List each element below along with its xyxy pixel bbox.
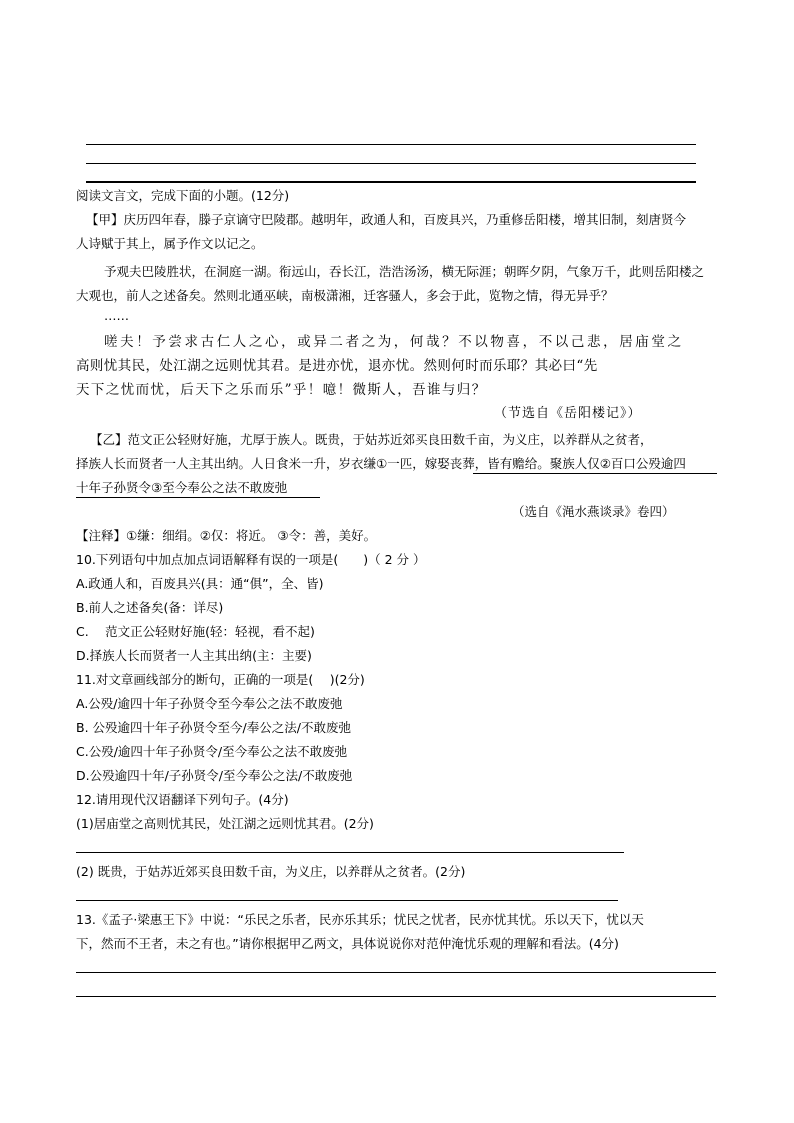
jia-p3-line1: 嗟夫！予尝求古仁人之心，或异二者之为，何哉？不以物喜，不以己悲，居庙堂之 — [104, 334, 684, 350]
q13-answer-line-2 — [76, 996, 716, 997]
q11-option-a: A.公殁/逾四十年子孙贤令至今奉公之法不敢废弛 — [76, 696, 343, 711]
jia-p2-line2: 大观也，前人之述备矣。然则北通巫峡，南极潇湘，迁客骚人，多会于此，览物之情，得无异乎？ — [76, 288, 614, 303]
intro-text: 阅读文言文，完成下面的小题。(12分) — [76, 188, 290, 203]
q13-answer-line-1 — [76, 972, 716, 973]
jia-source: （节选自《岳阳楼记》） — [494, 406, 642, 421]
q10-option-c: C. 范文正公轻财好施(轻：轻视，看不起) — [76, 624, 315, 639]
yi-underline-2 — [76, 497, 320, 498]
q10-stem: 10.下列语句中加点加点词语解释有误的一项是( )（ 2 分 ） — [76, 552, 426, 567]
q11-option-b: B. 公殁逾四十年子孙贤令至今/奉公之法/不敢废弛 — [76, 720, 351, 735]
yi-line3: 十年子孙贤令③至今奉公之法不敢废弛 — [76, 480, 288, 495]
q10-option-d: D.择族人长而贤者一人主其出纳(主：主要) — [76, 648, 312, 663]
jia-ellipsis: …… — [104, 308, 129, 323]
answer-line-2 — [86, 163, 696, 164]
q12-answer-line-2 — [76, 900, 618, 901]
q12-sentence-2: (2) 既贵，于姑苏近郊买良田数千亩，为义庄，以养群从之贫者。(2分) — [76, 864, 466, 879]
q12-stem: 12.请用现代汉语翻译下列句子。(4分) — [76, 792, 289, 807]
jia-p3-line2: 高则忧其民，处江湖之远则忧其君。是进亦忧，退亦忧。然则何时而乐耶？其必曰“先 — [76, 358, 598, 374]
jia-p2-line1: 予观夫巴陵胜状，在洞庭一湖。衔远山，吞长江，浩浩汤汤，横无际涯；朝晖夕阴，气象万千，此则岳阳楼之 — [104, 264, 705, 279]
q11-option-d: D.公殁逾四十年/子孙贤令/至今奉公之法/不敢废弛 — [76, 768, 353, 783]
yi-source: （选自《渑水燕谈录》卷四） — [512, 504, 675, 519]
jia-p1-line1: 【甲】庆历四年春，滕子京谪守巴陵郡。越明年，政通人和，百废具兴，乃重修岳阳楼，增其旧制，刻唐贤今 — [86, 212, 687, 227]
q12-sentence-1: (1)居庙堂之高则忧其民，处江湖之远则忧其君。(2分) — [76, 816, 374, 831]
yi-underline-1 — [473, 473, 717, 474]
q10-option-a: A.政通人和，百废具兴(具：通“俱”，全、皆) — [76, 576, 324, 591]
q11-option-c: C.公殁/逾四十年子孙贤令/至今奉公之法不敢废弛 — [76, 744, 348, 759]
q12-answer-line-1 — [76, 852, 624, 853]
q13-line2: 下，然而不王者，未之有也。”请你根据甲乙两文，具体说说你对范仲淹忧乐观的理解和看法。(4分) — [76, 936, 619, 951]
q13-line1: 13.《孟子·梁惠王下》中说：“乐民之乐者，民亦乐其乐；忧民之忧者，民亦忧其忧。乐以天下，忧以天 — [76, 912, 644, 927]
answer-line-1 — [86, 144, 696, 145]
notes: 【注释】①缣：细绢。②仅：将近。 ③令：善，美好。 — [76, 528, 377, 543]
yi-line1: 【乙】范文正公轻财好施，尤厚于族人。既贵，于姑苏近郊买良田数千亩，为义庄，以养群从之贫者， — [90, 432, 653, 447]
answer-line-3 — [86, 181, 696, 183]
jia-p3-line3: 天下之忧而忧，后天下之乐而乐”乎！噫！微斯人，吾谁与归？ — [76, 382, 487, 398]
yi-line2: 择族人长而贤者一人主其出纳。人日食米一升，岁衣缣①一匹，嫁娶丧葬，皆有赡给。聚族人仅②百口公殁逾四 — [76, 456, 686, 471]
jia-p1-line2: 人诗赋于其上，属予作文以记之。 — [76, 236, 264, 251]
q10-option-b: B.前人之述备矣(备：详尽) — [76, 600, 224, 615]
q11-stem: 11.对文章画线部分的断句，正确的一项是( )(2分) — [76, 672, 365, 687]
